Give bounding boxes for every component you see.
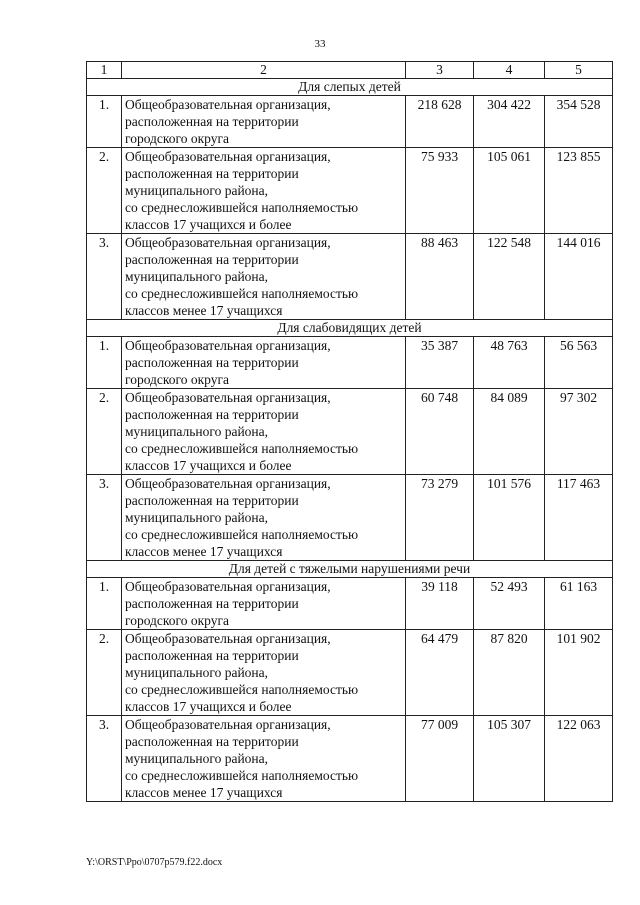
description-line: со среднесложившейся наполняемостью	[125, 682, 359, 697]
description-line: классов 17 учащихся и более	[125, 217, 292, 232]
section-title: Для детей с тяжелыми нарушениями речи	[87, 561, 613, 578]
description-line: расположенная на территории	[125, 493, 299, 508]
description-line: Общеобразовательная организация,	[125, 338, 331, 353]
value-cell-v4: 304 422	[474, 96, 545, 148]
value-cell-v3: 218 628	[406, 96, 474, 148]
table-row	[87, 389, 613, 475]
section-header-row	[87, 79, 613, 96]
value-cell-v4: 105 307	[474, 716, 545, 802]
description-line: со среднесложившейся наполняемостью	[125, 286, 359, 301]
section-title: Для слабовидящих детей	[87, 320, 613, 337]
table-row	[87, 234, 613, 320]
row-number: 3.	[87, 475, 122, 561]
value-cell-v5: 144 016	[545, 234, 613, 320]
table-row	[87, 578, 613, 630]
description-line: муниципального района,	[125, 510, 269, 525]
funding-table	[86, 61, 613, 802]
value-cell-v3: 77 009	[406, 716, 474, 802]
value-cell-v3: 35 387	[406, 337, 474, 389]
section-header-row	[87, 561, 613, 578]
description-line: классов менее 17 учащихся	[125, 785, 283, 800]
file-path-footer: Y:\ORST\Ppo\0707p579.f22.docx	[86, 857, 223, 868]
value-cell-v4: 87 820	[474, 630, 545, 716]
table-body	[87, 62, 613, 802]
description-line: расположенная на территории	[125, 648, 299, 663]
value-cell-v5: 354 528	[545, 96, 613, 148]
description-line: классов 17 учащихся и более	[125, 458, 292, 473]
value-cell-v3: 75 933	[406, 148, 474, 234]
table-row	[87, 148, 613, 234]
value-cell-v4: 105 061	[474, 148, 545, 234]
column-header: 5	[545, 62, 613, 79]
row-description	[122, 96, 406, 148]
value-cell-v5: 117 463	[545, 475, 613, 561]
row-number: 3.	[87, 234, 122, 320]
description-line: Общеобразовательная организация,	[125, 717, 331, 732]
value-cell-v3: 88 463	[406, 234, 474, 320]
description-line: со среднесложившейся наполняемостью	[125, 441, 359, 456]
value-cell-v5: 97 302	[545, 389, 613, 475]
table-row	[87, 337, 613, 389]
value-cell-v3: 60 748	[406, 389, 474, 475]
column-header: 3	[406, 62, 474, 79]
row-number: 1.	[87, 337, 122, 389]
description-line: со среднесложившейся наполняемостью	[125, 200, 359, 215]
row-description	[122, 630, 406, 716]
value-cell-v4: 48 763	[474, 337, 545, 389]
value-cell-v4: 84 089	[474, 389, 545, 475]
value-cell-v4: 122 548	[474, 234, 545, 320]
row-number: 1.	[87, 578, 122, 630]
column-header: 4	[474, 62, 545, 79]
description-line: муниципального района,	[125, 665, 269, 680]
section-header-row	[87, 320, 613, 337]
description-line: городского округа	[125, 613, 230, 628]
description-line: со среднесложившейся наполняемостью	[125, 768, 359, 783]
description-line: городского округа	[125, 372, 230, 387]
description-line: Общеобразовательная организация,	[125, 579, 331, 594]
description-line: расположенная на территории	[125, 166, 299, 181]
column-number-row	[87, 62, 613, 79]
description-line: расположенная на территории	[125, 734, 299, 749]
value-cell-v3: 39 118	[406, 578, 474, 630]
description-line: Общеобразовательная организация,	[125, 390, 331, 405]
description-line: расположенная на территории	[125, 355, 299, 370]
row-description	[122, 337, 406, 389]
description-line: Общеобразовательная организация,	[125, 97, 331, 112]
table-row	[87, 475, 613, 561]
row-description	[122, 716, 406, 802]
value-cell-v3: 73 279	[406, 475, 474, 561]
table-row	[87, 630, 613, 716]
row-description	[122, 389, 406, 475]
row-description	[122, 475, 406, 561]
row-number: 2.	[87, 389, 122, 475]
row-number: 2.	[87, 148, 122, 234]
column-header: 1	[87, 62, 122, 79]
description-line: Общеобразовательная организация,	[125, 149, 331, 164]
description-line: классов 17 учащихся и более	[125, 699, 292, 714]
description-line: муниципального района,	[125, 269, 269, 284]
description-line: Общеобразовательная организация,	[125, 476, 331, 491]
page-number: 33	[314, 38, 326, 50]
row-number: 3.	[87, 716, 122, 802]
table-row	[87, 716, 613, 802]
row-description	[122, 148, 406, 234]
value-cell-v3: 64 479	[406, 630, 474, 716]
description-line: муниципального района,	[125, 183, 269, 198]
description-line: Общеобразовательная организация,	[125, 235, 331, 250]
description-line: со среднесложившейся наполняемостью	[125, 527, 359, 542]
row-description	[122, 234, 406, 320]
description-line: городского округа	[125, 131, 230, 146]
table-row	[87, 96, 613, 148]
description-line: классов менее 17 учащихся	[125, 303, 283, 318]
value-cell-v5: 56 563	[545, 337, 613, 389]
description-line: муниципального района,	[125, 751, 269, 766]
value-cell-v5: 101 902	[545, 630, 613, 716]
description-line: муниципального района,	[125, 424, 269, 439]
section-title: Для слепых детей	[87, 79, 613, 96]
description-line: расположенная на территории	[125, 407, 299, 422]
description-line: расположенная на территории	[125, 252, 299, 267]
column-header: 2	[122, 62, 406, 79]
value-cell-v4: 101 576	[474, 475, 545, 561]
description-line: классов менее 17 учащихся	[125, 544, 283, 559]
row-description	[122, 578, 406, 630]
value-cell-v5: 123 855	[545, 148, 613, 234]
description-line: расположенная на территории	[125, 114, 299, 129]
value-cell-v4: 52 493	[474, 578, 545, 630]
value-cell-v5: 61 163	[545, 578, 613, 630]
description-line: расположенная на территории	[125, 596, 299, 611]
row-number: 2.	[87, 630, 122, 716]
row-number: 1.	[87, 96, 122, 148]
value-cell-v5: 122 063	[545, 716, 613, 802]
description-line: Общеобразовательная организация,	[125, 631, 331, 646]
